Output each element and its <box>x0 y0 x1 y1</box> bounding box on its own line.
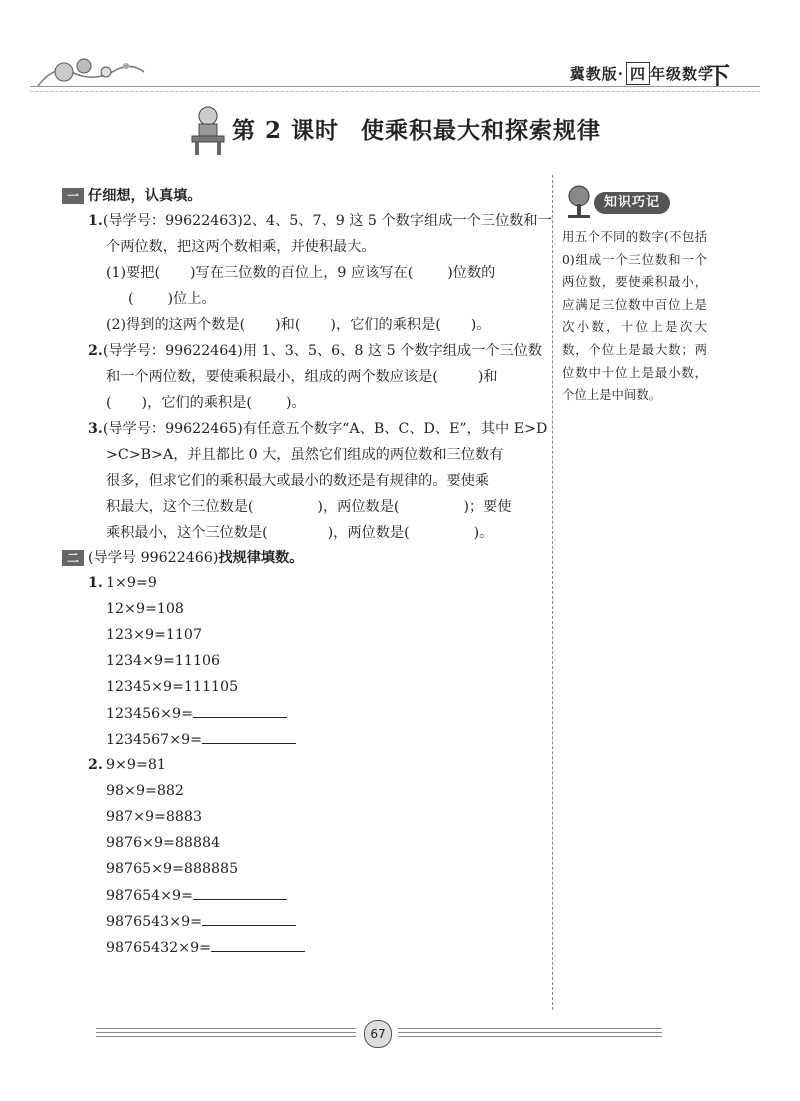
group1-expression: 1234567×9= <box>106 732 202 748</box>
group1-line: 12×9=108 <box>106 601 184 617</box>
group2-line: 9×9=81 <box>106 757 166 773</box>
group2-expression: 987654×9= <box>106 888 193 904</box>
q1-part2 <box>106 313 491 337</box>
group2-line: 987×9=8883 <box>106 809 202 825</box>
tree-icon <box>564 184 594 220</box>
q1-text1: (导学号：99622463)2、4、5、7、9 这 5 个数字组成一个三位数和一 <box>102 213 552 229</box>
footer-rule-left <box>96 1028 356 1038</box>
q3-line3: 很多，但求它们的乘积最大或最小的数还是有规律的。要使乘 <box>106 473 490 489</box>
q1-p2-b: )和( <box>275 317 301 333</box>
q2-text1: (导学号：99622464)用 1、3、5、6、8 这 5 个数字组成一个三位数 <box>102 343 543 359</box>
group2-fill-line <box>106 883 287 908</box>
q2-line2 <box>106 365 498 389</box>
section1-title: 仔细想，认真填。 <box>88 188 202 204</box>
group1-line: 12345×9=111105 <box>106 679 239 695</box>
q3-line1 <box>88 417 547 441</box>
q3-text5b: )，两位数是( <box>327 525 410 541</box>
group1-fill-line <box>106 701 287 726</box>
tip-title: 知识巧记 <box>594 192 670 214</box>
lesson-topic: 使乘积最大和探索规律 <box>361 117 602 144</box>
q2-line3 <box>106 391 306 415</box>
q3-text5a: 乘积最小，这个三位数是( <box>106 525 268 541</box>
q3-text1: (导学号：99622465)有任意五个数字“A、B、C、D、E”，其中 E>D <box>102 421 548 437</box>
answer-blank[interactable] <box>193 883 287 900</box>
section2-title: 找规律填数。 <box>218 550 304 566</box>
q3-text4b: )，两位数是( <box>317 499 400 515</box>
group2-fill-line <box>106 935 305 960</box>
q1-part1-cont <box>128 287 216 311</box>
section2-guide: (导学号 99622466) <box>88 550 219 566</box>
column-divider <box>552 175 553 1010</box>
group1-line: 1×9=9 <box>106 575 157 591</box>
exercise-column <box>62 0 552 1000</box>
q3-text4a: 积最大，这个三位数是( <box>106 499 254 515</box>
grade-subject: 年级数学 <box>649 65 714 83</box>
q2-text2a: 和一个两位数，要使乘积最小，组成的两个数应该是( <box>106 369 438 385</box>
footer-rule-right <box>398 1028 662 1038</box>
answer-blank[interactable] <box>202 909 296 926</box>
q1-p1-b: )写在三位数的百位上，9 应该写在( <box>190 265 414 281</box>
section2-heading <box>62 546 304 570</box>
q3-number: 3. <box>88 421 103 437</box>
q2-number: 2. <box>88 343 103 359</box>
group2-fill-line <box>106 909 296 934</box>
q1-p1-d: ( <box>128 291 134 307</box>
q1-p2-c: )，它们的乘积是( <box>330 317 441 333</box>
edition-label <box>570 62 714 85</box>
tip-header <box>564 184 692 220</box>
grade-number: 四 <box>626 62 650 85</box>
q2-text2b: )和 <box>477 369 498 385</box>
q1-p2-d: )。 <box>470 317 491 333</box>
group1-expression: 123456×9= <box>106 706 193 722</box>
q3-line4 <box>106 495 512 519</box>
answer-blank[interactable] <box>193 701 287 718</box>
group2-expression: 98765432×9= <box>106 940 212 956</box>
page-number: 67 <box>364 1020 392 1048</box>
q3-text4c: )；要使 <box>463 499 512 515</box>
q2-text3c: )。 <box>285 395 306 411</box>
section1-number: 一 <box>62 188 84 204</box>
edition-dot: · <box>617 65 624 83</box>
q1-number: 1. <box>88 213 103 229</box>
q3-line2: >C>B>A，并且都比 0 大，虽然它们组成的两位数和三位数有 <box>106 447 504 463</box>
q2-line1 <box>88 339 542 363</box>
q2-text3b: )，它们的乘积是( <box>141 395 252 411</box>
section1-heading <box>62 184 202 208</box>
q1-line2: 个两位数，把这两个数相乘，并使积最大。 <box>106 239 376 255</box>
group2-expression: 9876543×9= <box>106 914 202 930</box>
group1-line: 1234×9=11106 <box>106 653 221 669</box>
q1-p1-c: )位数的 <box>447 265 496 281</box>
edition-name: 冀教版 <box>569 65 618 83</box>
group1-number: 1. <box>88 575 103 591</box>
group2-line: 98765×9=888885 <box>106 861 239 877</box>
group1-fill-line <box>106 727 296 752</box>
answer-blank[interactable] <box>211 935 305 952</box>
group1-line: 123×9=1107 <box>106 627 202 643</box>
q2-text3a: ( <box>106 395 112 411</box>
lesson-number: 第 2 课时 <box>232 117 340 144</box>
q3-line5 <box>106 521 493 545</box>
answer-blank[interactable] <box>202 727 296 744</box>
tip-body: 用五个不同的数字(不包括 0)组成一个三位数和一个两位数，要使乘积最小，应满足三位数中百位上是次小数，十位上是次大数，个位上是最大数；两位数中十位上是最小数，个位上是中间数。 <box>562 229 707 403</box>
section2-number: 二 <box>62 550 84 566</box>
term-label: 下 <box>706 61 730 90</box>
group2-line: 98×9=882 <box>106 783 184 799</box>
group2-number: 2. <box>88 757 103 773</box>
group2-line: 9876×9=88884 <box>106 835 221 851</box>
q1-part1 <box>106 261 495 285</box>
q3-text5c: )。 <box>473 525 494 541</box>
q1-p1-e: )位上。 <box>167 291 216 307</box>
q1-p1-a: (1)要把( <box>106 265 161 281</box>
q1-p2-a: (2)得到的这两个数是( <box>106 317 246 333</box>
q1-line1 <box>88 209 552 233</box>
